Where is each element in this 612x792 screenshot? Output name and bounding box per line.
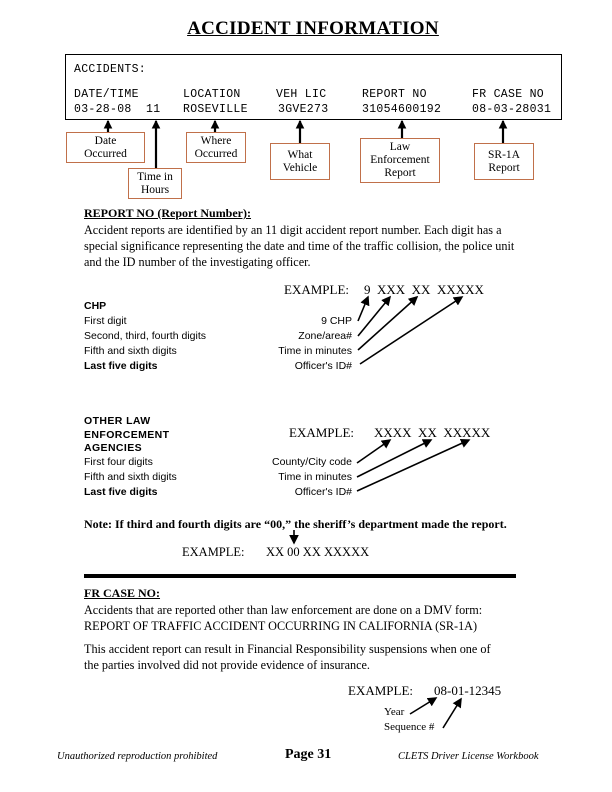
- arrow-icon: [357, 440, 431, 477]
- callout-line: Law: [389, 141, 411, 153]
- callout-line: Hours: [140, 183, 170, 196]
- chp-example-value: 9 XXX XX XXXXX: [364, 282, 484, 297]
- callout-line: Occurred: [84, 147, 127, 160]
- arrow-icon: [358, 297, 368, 321]
- col-header-report-no: REPORT NO: [362, 88, 427, 101]
- chp-row-meaning: 9 CHP: [321, 315, 352, 327]
- other-example-label: EXAMPLE:: [289, 425, 354, 440]
- callout-where-occurred: [186, 132, 246, 163]
- fr-case-paragraph-line: This accident report can result in Financial Responsibility suspensions when one of: [84, 642, 491, 656]
- callout-line: Enforcement: [370, 154, 430, 166]
- callout-time-in-hours: [128, 168, 182, 199]
- fr-case-paragraph-line: Accidents that are reported other than law enforcement are done on a DMV form:: [84, 603, 483, 617]
- col-value-fr-case-no: 08-03-28031: [472, 103, 552, 116]
- fr-label-year: Year: [384, 706, 405, 718]
- note-example-label: EXAMPLE:: [182, 545, 245, 559]
- note-example-value: XX 00 XX XXXXX: [266, 545, 370, 559]
- other-row-meaning: Time in minutes: [278, 471, 352, 483]
- col-header-date-time: DATE/TIME: [74, 88, 139, 101]
- footer-disclaimer: Unauthorized reproduction prohibited: [57, 751, 218, 762]
- fr-example-value: 08-01-12345: [434, 683, 502, 698]
- arrow-icon: [443, 699, 461, 728]
- arrow-icon: [357, 440, 390, 463]
- arrow-icon: [360, 297, 462, 364]
- fr-case-heading: FR CASE NO:: [84, 586, 161, 600]
- report-no-heading: REPORT NO (Report Number):: [84, 206, 252, 220]
- other-heading-line: AGENCIES: [84, 442, 143, 454]
- other-heading-line: OTHER LAW: [84, 415, 151, 427]
- col-value-location: ROSEVILLE: [183, 103, 248, 116]
- fr-case-paragraph-line: the parties involved did not provide evidence of insurance.: [84, 658, 370, 672]
- other-row-label: Last five digits: [84, 486, 158, 498]
- other-heading-line: ENFORCEMENT: [84, 429, 170, 441]
- col-header-location: LOCATION: [183, 88, 241, 101]
- chp-row-meaning: Officer's ID#: [294, 360, 352, 372]
- chp-row-meaning: Time in minutes: [278, 345, 352, 357]
- col-value-report-no: 31054600192: [362, 103, 442, 116]
- chp-row-label: First digit: [84, 315, 127, 327]
- other-example-value: XXXX XX XXXXX: [374, 425, 491, 440]
- chp-row-meaning: Zone/area#: [298, 330, 352, 342]
- other-row-meaning: County/City code: [272, 456, 352, 468]
- col-value-veh-lic: 3GVE273: [278, 103, 329, 116]
- chp-row-label: Last five digits: [84, 360, 158, 372]
- footer-workbook-title: CLETS Driver License Workbook: [398, 751, 539, 762]
- callout-line: Vehicle: [282, 161, 318, 174]
- arrow-icon: [358, 297, 390, 336]
- arrow-icon: [357, 440, 469, 491]
- page-title: ACCIDENT INFORMATION: [187, 18, 439, 39]
- callout-line: Report: [384, 167, 416, 179]
- other-row-label: Fifth and sixth digits: [84, 471, 177, 483]
- chp-heading: CHP: [84, 300, 107, 312]
- chp-row-label: Second, third, fourth digits: [84, 330, 206, 342]
- callout-law-enforcement-report: [360, 138, 440, 183]
- chp-example-label: EXAMPLE:: [284, 282, 349, 297]
- callout-sr1a-report: [474, 143, 534, 180]
- fr-label-sequence: Sequence #: [384, 721, 435, 733]
- callout-line: Report: [488, 161, 520, 174]
- report-no-paragraph-line: and the ID number of the investigating officer.: [84, 255, 311, 269]
- callout-line: Date: [94, 134, 117, 147]
- other-row-label: First four digits: [84, 456, 153, 468]
- sheriff-note: Note: If third and fourth digits are “00,” the sheriff’s department made the report.: [84, 517, 507, 531]
- fr-case-paragraph-line: REPORT OF TRAFFIC ACCIDENT OCCURRING IN CALIFORNIA (SR-1A): [84, 619, 478, 633]
- footer-page-number: Page 31: [285, 747, 332, 762]
- callout-what-vehicle: [270, 143, 330, 180]
- col-header-veh-lic: VEH LIC: [276, 88, 327, 101]
- section-divider: [84, 574, 516, 578]
- callout-line: Occurred: [194, 147, 238, 160]
- callout-line: Where: [200, 134, 232, 147]
- other-row-meaning: Officer's ID#: [294, 486, 352, 498]
- accidents-label: ACCIDENTS:: [74, 63, 147, 76]
- col-value-date-time: 03-28-08 11: [74, 103, 161, 116]
- callout-date-occurred: [66, 132, 145, 163]
- col-header-fr-case-no: FR CASE NO: [472, 88, 545, 101]
- callout-line: What: [287, 148, 313, 161]
- arrow-icon: [358, 297, 417, 350]
- report-no-paragraph-line: special significance representing the date and time of the traffic collision, the police unit: [84, 239, 515, 253]
- fr-example-label: EXAMPLE:: [348, 683, 413, 698]
- chp-row-label: Fifth and sixth digits: [84, 345, 177, 357]
- callout-line: SR-1A: [488, 148, 520, 161]
- report-no-paragraph-line: Accident reports are identified by an 11 digit accident report number. Each digit has a: [84, 223, 502, 237]
- callout-line: Time in: [137, 170, 173, 183]
- arrow-icon: [410, 698, 436, 714]
